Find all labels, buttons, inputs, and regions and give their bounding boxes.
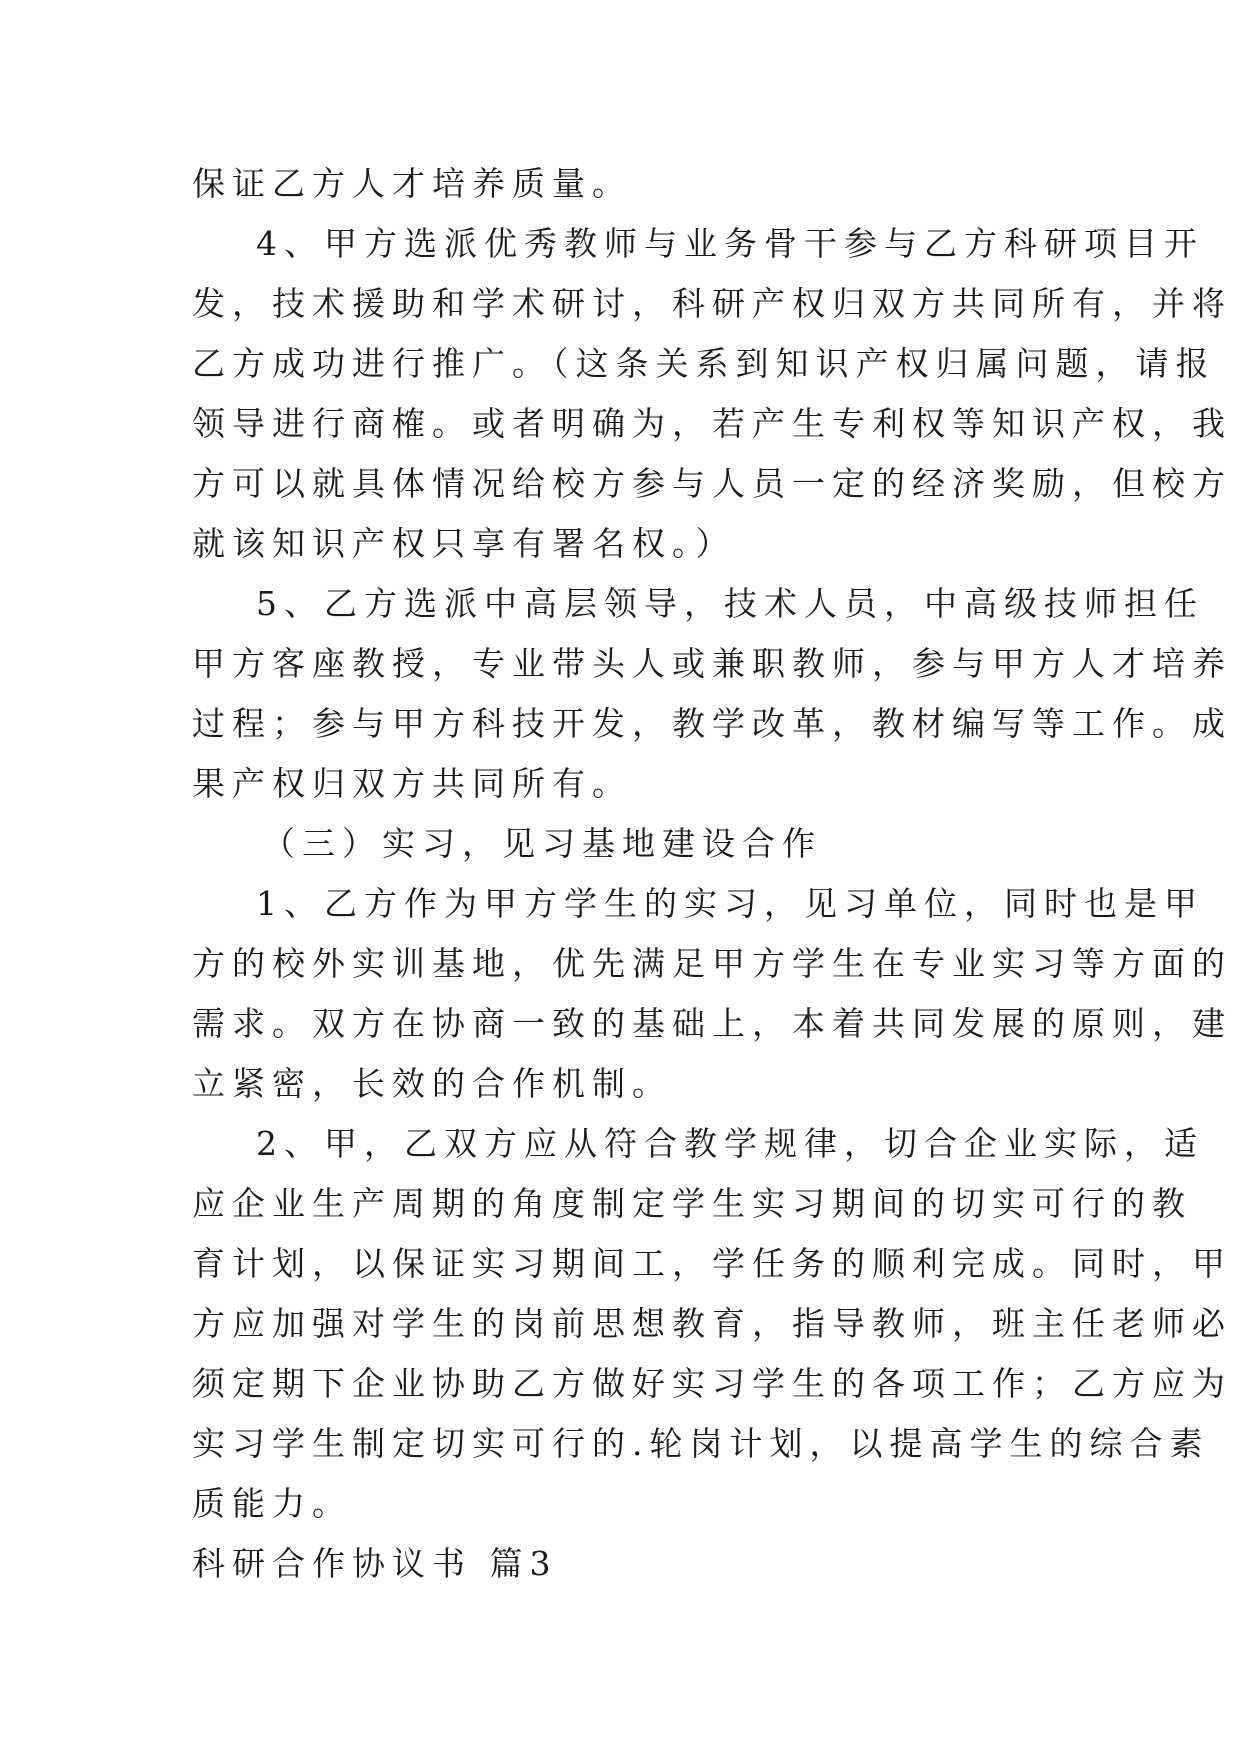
text-line: 需求。双方在协商一致的基础上，本着共同发展的原则，建 bbox=[192, 1004, 1232, 1043]
paragraph-4-line-1: 4、甲方选派优秀教师与业务骨干参与乙方科研项目开 bbox=[256, 224, 1204, 263]
paragraph-5-line-1: 5、乙方选派中高层领导，技术人员，中高级技师担任 bbox=[256, 584, 1204, 623]
text-line: 须定期下企业协助乙方做好实习学生的各项工作；乙方应为 bbox=[192, 1364, 1232, 1403]
text-line: 乙方成功进行推广。（这条关系到知识产权归属问题，请报 bbox=[192, 344, 1216, 383]
text-line: 就该知识产权只享有署名权。） bbox=[192, 524, 736, 563]
text-line: 方可以就具体情况给校方参与人员一定的经济奖励，但校方 bbox=[192, 464, 1232, 503]
text-line: 立紧密，长效的合作机制。 bbox=[192, 1064, 672, 1103]
text-line: 过程；参与甲方科技开发，教学改革，教材编写等工作。成 bbox=[192, 704, 1232, 743]
section-heading: （三）实习，见习基地建设合作 bbox=[262, 824, 822, 863]
text-line: 方的校外实训基地，优先满足甲方学生在专业实习等方面的 bbox=[192, 944, 1232, 983]
text-line: 育计划，以保证实习期间工，学任务的顺利完成。同时，甲 bbox=[192, 1244, 1232, 1283]
document-section-title: 科研合作协议书 篇3 bbox=[192, 1544, 558, 1583]
text-line: 应企业生产周期的角度制定学生实习期间的切实可行的教 bbox=[192, 1184, 1192, 1223]
text-line: 方应加强对学生的岗前思想教育，指导教师，班主任老师必 bbox=[192, 1304, 1232, 1343]
text-line: 实习学生制定切实可行的.轮岗计划，以提高学生的综合素 bbox=[192, 1424, 1210, 1463]
paragraph-1-line-1: 1、乙方作为甲方学生的实习，见习单位，同时也是甲 bbox=[256, 884, 1204, 923]
paragraph-2-line-1: 2、甲，乙双方应从符合教学规律，切合企业实际，适 bbox=[256, 1124, 1204, 1163]
text-line: 果产权归双方共同所有。 bbox=[192, 764, 632, 803]
text-line: 甲方客座教授，专业带头人或兼职教师，参与甲方人才培养 bbox=[192, 644, 1232, 683]
text-line: 领导进行商榷。或者明确为，若产生专利权等知识产权，我 bbox=[192, 404, 1232, 443]
text-line: 质能力。 bbox=[192, 1484, 352, 1523]
text-line: 保证乙方人才培养质量。 bbox=[192, 164, 632, 203]
text-line: 发，技术援助和学术研讨，科研产权归双方共同所有，并将 bbox=[192, 284, 1232, 323]
